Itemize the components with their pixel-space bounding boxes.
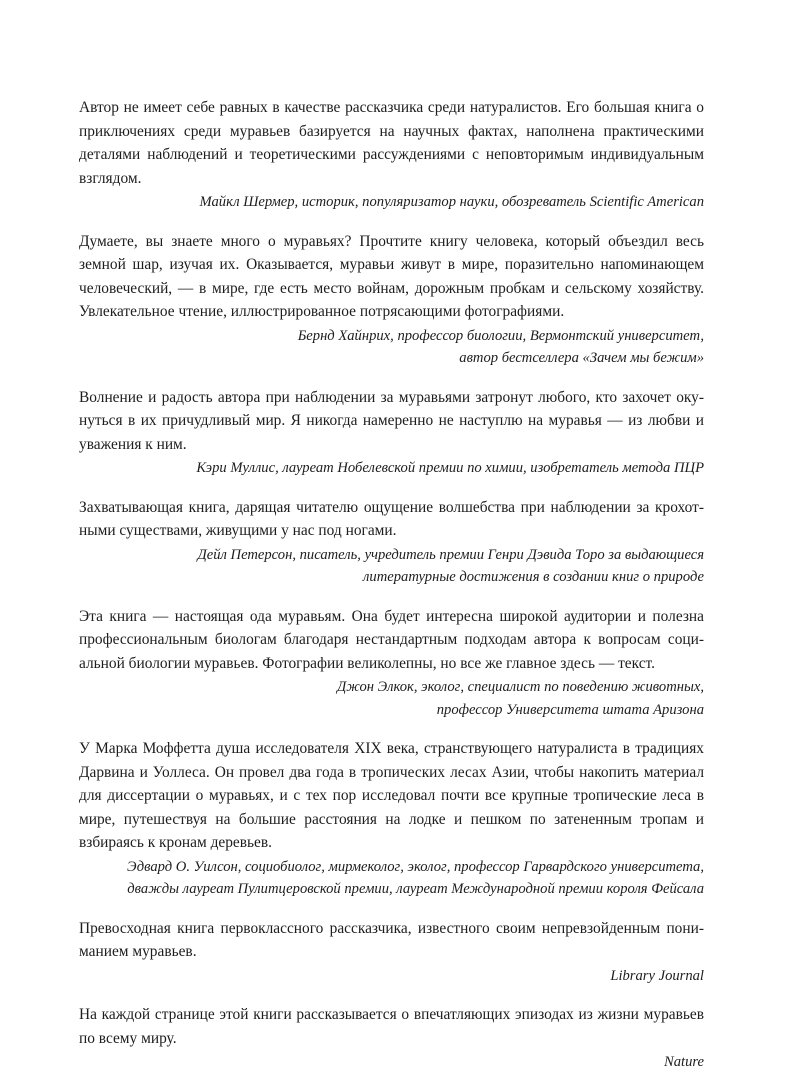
review-block	[79, 737, 704, 901]
review-attribution	[79, 544, 704, 589]
reviews-page	[79, 96, 704, 1090]
review-attribution	[79, 856, 704, 901]
review-text: Волнение и радость автора при наблюдении за муравьями затронут любого, кто захочет окунуться в их причудливый мир. Я никогда намеренно не наступлю на муравья — из любви и уважения к ним.	[79, 388, 704, 453]
review-text: Автор не имеет себе равных в качестве рассказчика среди натуралистов. Его большая книга о приключениях среди муравьев базируется на научных фактах, наполнена практическими деталями наблюдений и теоретическими рассуждениями с неповторимым индивидуальным взглядом.	[79, 99, 704, 187]
attribution-line: Эдвард О. Уилсон, социобиолог, мирмеколог, эколог, профессор Гарвардского университета,	[127, 858, 704, 875]
review-attribution	[79, 191, 704, 214]
attribution-line: литературные достижения в создании книг о природе	[363, 569, 704, 585]
attribution-line: Бернд Хайнрих, профессор биологии, Вермонтский университет,	[297, 327, 704, 344]
review-block	[79, 605, 704, 722]
attribution-line: Nature	[664, 1054, 704, 1070]
review-block	[79, 230, 704, 370]
review-text: У Марка Моффетта душа исследователя XIX века, странствующего натуралиста в традициях Дарвина и Уоллеса. Он провел два года в тропических лесах Азии, чтобы накопить материал для диссертации о муравьях, и с тех пор исследовал почти все крупные тропические леса в мире, путешествуя на большие расстояния на лодке и пешком по затененным тропам и взбираясь к кронам деревьев.	[79, 740, 704, 851]
attribution-line: профессор Университета штата Аризона	[436, 701, 704, 718]
review-text: Захватывающая книга, дарящая читателю ощущение волшебства при наблюдении за крохотными существами, живущими у нас под ногами.	[79, 498, 704, 539]
review-block	[79, 496, 704, 589]
attribution-line: Library Journal	[610, 967, 704, 984]
attribution-line: автор бестселлера «Зачем мы бежим»	[459, 350, 704, 366]
attribution-line: Джон Элкок, эколог, специалист по поведению животных,	[336, 679, 704, 695]
review-block	[79, 917, 704, 988]
review-text: Превосходная книга первоклассного рассказчика, известного своим непревзойденным пониманием муравьев.	[79, 919, 704, 960]
review-block	[79, 386, 704, 480]
review-attribution	[79, 965, 704, 988]
review-text: Эта книга — настоящая ода муравьям. Она будет интересна широкой аудитории и полезна профессиональным биологам благодаря нестандартным подходам автора к вопросам социальной биологии муравьев. Фотографии великолепны, но все же главное здесь — текст.	[79, 607, 704, 672]
review-text: Думаете, вы знаете много о муравьях? Прочтите книгу человека, который объездил весь земной шар, изучая их. Оказывается, муравьи живут в мире, поразительно напоминающем человеческий, — в мире, где есть место войнам, дорожным пробкам и сельскому хозяйству. Увлекательное чтение, иллюстрированное потрясающими фотографиями.	[79, 232, 704, 320]
attribution-line: Майкл Шермер, историк, популяризатор науки, обозреватель Scientific American	[199, 194, 704, 210]
review-text: На каждой странице этой книги рассказывается о впечатляющих эпизодах из жизни муравьев по всему миру.	[79, 1006, 704, 1047]
review-attribution	[79, 676, 704, 721]
attribution-line: Дейл Петерсон, писатель, учредитель премии Генри Дэвида Торо за выдающиеся	[197, 546, 704, 563]
review-block	[79, 1003, 704, 1074]
review-attribution	[79, 325, 704, 370]
review-attribution	[79, 457, 704, 480]
review-block	[79, 96, 704, 214]
review-attribution	[79, 1051, 704, 1074]
attribution-line: дважды лауреат Пулитцеровской премии, лауреат Международной премии короля Фейсала	[127, 881, 704, 897]
attribution-line: Кэри Муллис, лауреат Нобелевской премии по химии, изобретатель метода ПЦР	[196, 460, 704, 476]
